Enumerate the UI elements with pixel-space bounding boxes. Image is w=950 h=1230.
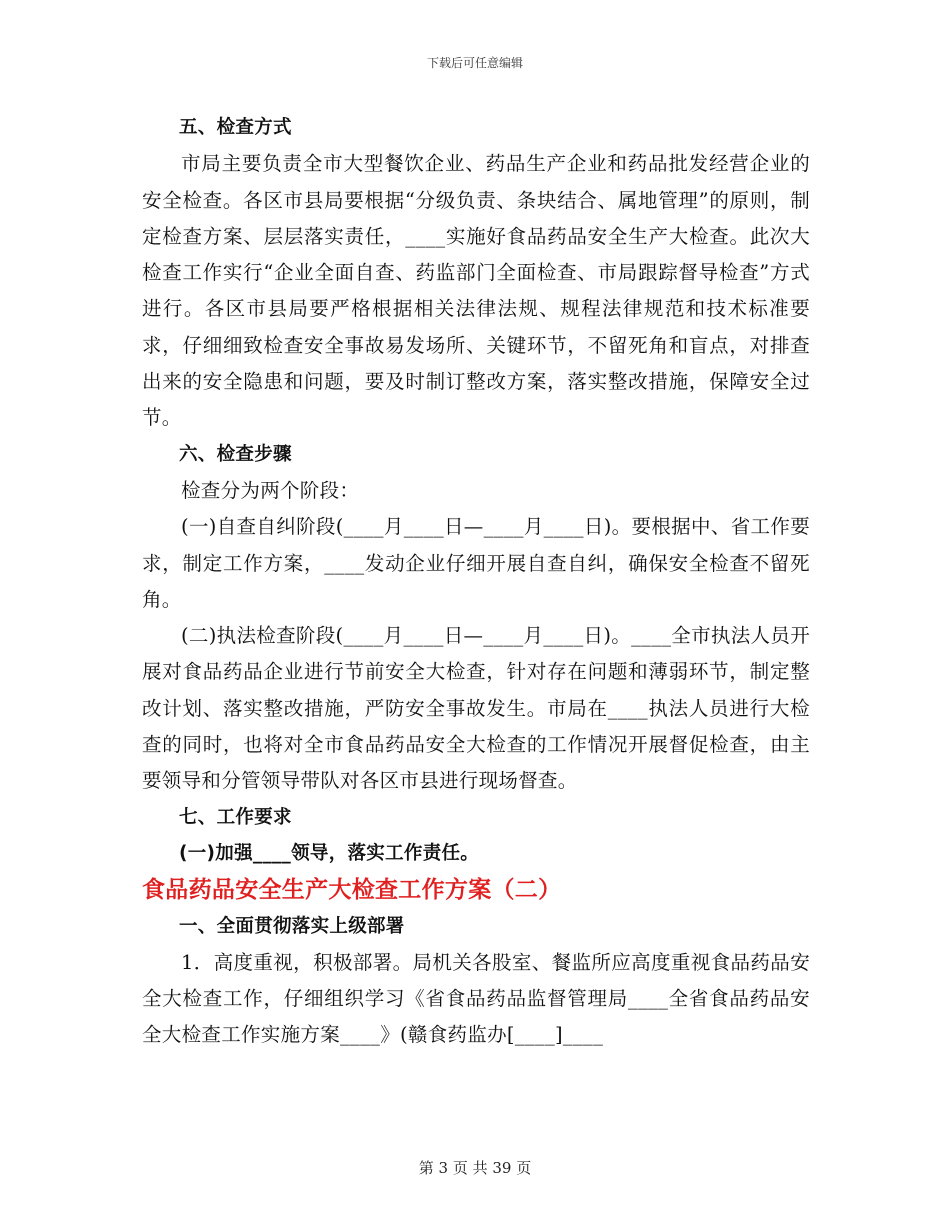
paragraph: 市局主要负责全市大型餐饮企业、药品生产企业和药品批发经营企业的安全检查。各区市县局要根据“分级负责、条块结合、属地管理”的原则，制定检查方案、层层落实责任，____实施好食品药品安全生产大检查。此次大检查工作实行“企业全面自查、药监部门全面检查、市局跟踪督导检查”方式进行。各区市县局要严格根据相关法律法规、规程法律规范和技术标准要求，仔细细致检查安全事故易发场所、关键环节，不留死角和盲点，对排查出来的安全隐患和问题，要及时制订整改方案，落实整改措施，保障安全过节。 (142, 152, 810, 430)
document-body (142, 110, 810, 1054)
page-number: 第 3 页 共 39 页 (418, 1159, 532, 1177)
paragraph: (二)执法检查阶段(____月____日—____月____日)。____全市执法人员开展对食品药品企业进行节前安全大检查，针对存在问题和薄弱环节，制定整改计划、落实整改措施，严防安全事故发生。市局在____执法人员进行大检查的同时，也将对全市食品药品安全大检查的工作情况开展督促检查，由主要领导和分管领导带队对各区市县进行现场督查。 (142, 624, 810, 793)
section-heading: 一、全面贯彻落实上级部署 (179, 915, 405, 937)
section-heading: 六、检查步骤 (179, 443, 292, 465)
subsection-heading: (一)加强____领导，落实工作责任。 (179, 842, 480, 864)
section-heading: 五、检查方式 (179, 117, 292, 138)
paragraph: (一)自查自纠阶段(____月____日—____月____日)。要根据中、省工作要求，制定工作方案，____发动企业仔细开展自查自纠，确保安全检查不留死角。 (142, 515, 810, 611)
paragraph: 1．高度重视，积极部署。局机关各股室、餐监所应高度重视食品药品安全大检查工作，仔细组织学习《省食品药品监督管理局____全省食品药品安全大检查工作实施方案____》(赣食药监办[____]____ (142, 950, 810, 1047)
document-title: 食品药品安全生产大检查工作方案（二） (142, 877, 562, 904)
paragraph: 检查分为两个阶段： (181, 478, 360, 502)
section-heading: 七、工作要求 (179, 806, 292, 828)
page-header-note: 下载后可任意编辑 (426, 56, 523, 70)
